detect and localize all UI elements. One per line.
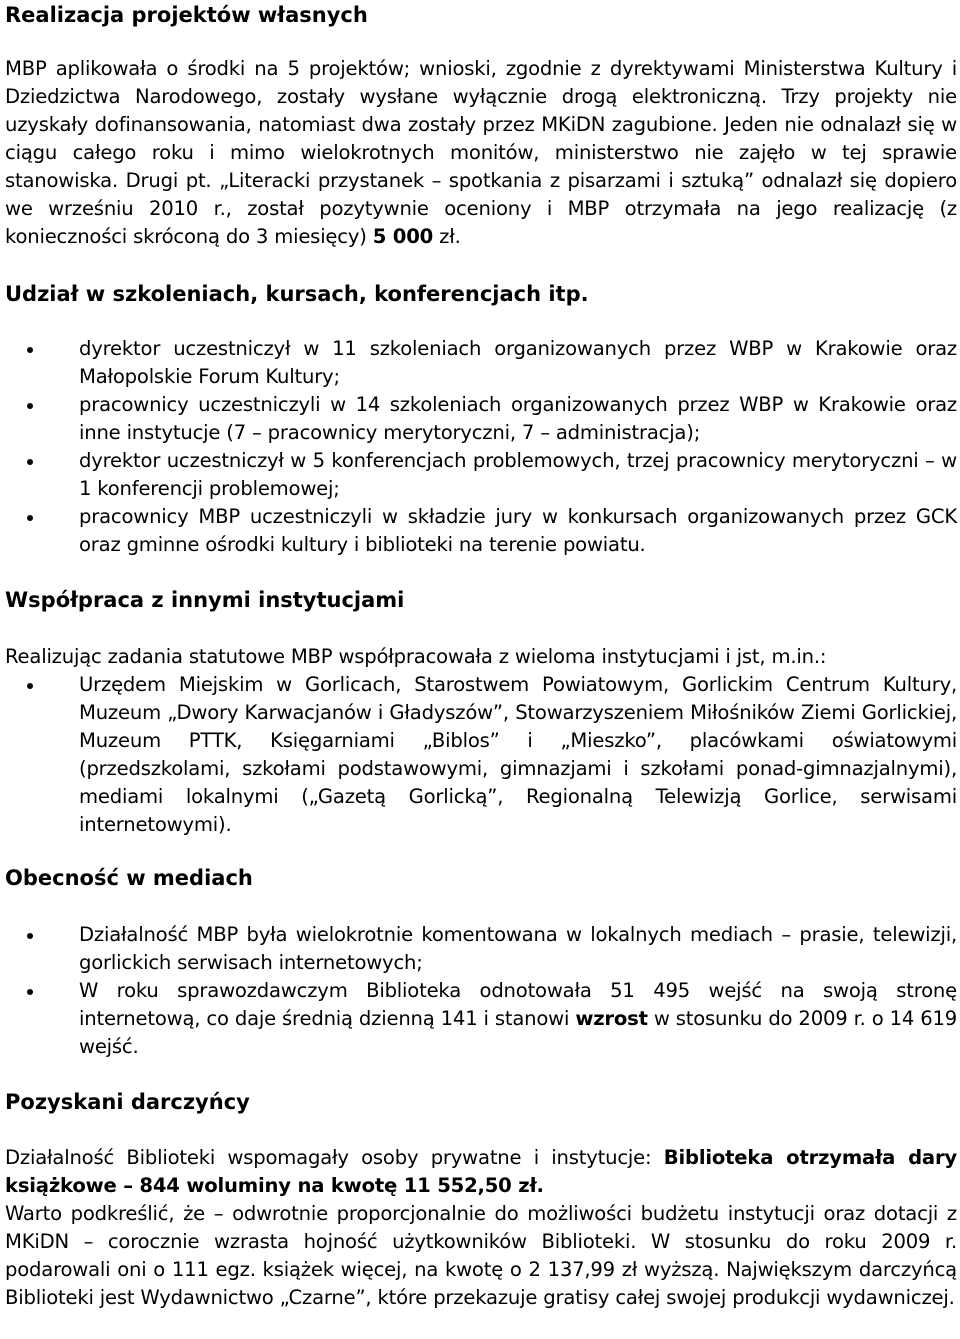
donors-paragraph-1	[5, 1144, 957, 1200]
bullet-icon	[27, 459, 33, 465]
currency-suffix: zł.	[433, 225, 461, 248]
bullet-icon	[27, 989, 33, 995]
heading-cooperation: Współpraca z innymi instytucjami	[5, 588, 405, 612]
list-item-text: Działalność MBP była wielokrotnie komentowana w lokalnych mediach – prasie, telewizji, gorlickich serwisach internetowych;	[79, 923, 957, 974]
bullet-icon	[27, 347, 33, 353]
donors-text: Działalność Biblioteki wspomagały osoby prywatne i instytucje:	[5, 1146, 664, 1169]
bullet-icon	[27, 515, 33, 521]
media-list	[5, 921, 957, 1061]
heading-donors: Pozyskani darczyńcy	[5, 1090, 250, 1114]
donors-paragraph-2: Warto podkreślić, że – odwrotnie proporcjonalnie do możliwości budżetu instytucji oraz dotacji z MKiDN – corocznie wzrasta hojność użytkowników Biblioteki. W stosunku do roku 2009 r. podarowali oni o 111 egz. książek więcej, na kwotę o 2 137,99 zł wyższą. Największym darczyńcą Biblioteki jest Wydawnictwo „Czarne”, które przekazuje gratisy całej swojej produkcji wydawniczej.	[5, 1202, 957, 1309]
list-item	[5, 335, 957, 391]
grant-amount: 5 000	[372, 225, 434, 248]
cooperation-intro: Realizując zadania statutowe MBP współpracowała z wieloma instytucjami i jst, m.in.:	[5, 645, 827, 668]
bullet-icon	[27, 683, 33, 689]
trainings-list	[5, 335, 957, 559]
list-item-text: pracownicy MBP uczestniczyli w składzie jury w konkursach organizowanych przez GCK oraz gminne ośrodki kultury i biblioteki na terenie powiatu.	[79, 505, 957, 556]
own-projects-text: MBP aplikowała o środki na 5 projektów; wnioski, zgodnie z dyrektywami Ministerstwa Kultury i Dziedzictwa Narodowego, zostały wysłane wyłącznie drogą elektroniczną. Trzy projekty nie uzyskały dofinansowania, natomiast dwa zostały przez MKiDN zagubione. Jeden nie odnalazł się w ciągu całego roku i mimo wielokrotnych monitów, ministerstwo nie zajęło w tej sprawie stanowiska. Drugi pt. „Literacki przystanek – spotkania z pisarzami i sztuką” odnalazł się dopiero we wrześniu 2010 r., został pozytywnie oceniony i MBP otrzymała na jego realizację (z konieczności skróconą do 3 miesięcy)	[5, 57, 957, 248]
list-item	[5, 391, 957, 447]
list-item	[5, 503, 957, 559]
list-item-text: dyrektor uczestniczył w 5 konferencjach problemowych, trzej pracownicy merytoryczni – w 1 konferencji problemowej;	[79, 449, 957, 500]
list-item-text: W roku sprawozdawczym Biblioteka odnotowała 51 495 wejść na swoją stronę internetową, co daje średnią dzienną 141 i stanowi	[79, 979, 957, 1030]
own-projects-paragraph	[5, 55, 957, 251]
list-item-text: Urzędem Miejskim w Gorlicach, Starostwem Powiatowym, Gorlickim Centrum Kultury, Muzeum „Dwory Karwacjanów i Gładyszów”, Stowarzyszeniem Miłośników Ziemi Gorlickiej, Muzeum PTTK, Księgarniami „Biblos” i „Mieszko”, placówkami oświatowymi (przedszkolami, szkołami podstawowymi, gimnazjami i szkołami ponad-gimnazjalnymi), mediami lokalnymi („Gazetą Gorlicką”, Regionalną Telewizją Gorlice, serwisami internetowymi).	[79, 673, 957, 836]
list-item	[5, 921, 957, 977]
cooperation-list	[5, 671, 957, 839]
list-item-text-tail: w stosunku do 2009 r. o 14 619 wejść.	[79, 1007, 957, 1058]
growth-emphasis: wzrost	[575, 1007, 648, 1030]
list-item-text: pracownicy uczestniczyli w 14 szkoleniach organizowanych przez WBP w Krakowie oraz inne instytucje (7 – pracownicy merytoryczni, 7 – administracja);	[79, 393, 957, 444]
list-item-text: dyrektor uczestniczył w 11 szkoleniach organizowanych przez WBP w Krakowie oraz Małopolskie Forum Kultury;	[79, 337, 957, 388]
heading-own-projects: Realizacja projektów własnych	[5, 3, 368, 27]
donors-highlight: Biblioteka otrzymała dary książkowe – 844 woluminy na kwotę 11 552,50 zł.	[5, 1146, 957, 1197]
list-item	[5, 447, 957, 503]
list-item	[5, 977, 957, 1061]
heading-media: Obecność w mediach	[5, 866, 253, 890]
bullet-icon	[27, 933, 33, 939]
bullet-icon	[27, 403, 33, 409]
heading-trainings: Udział w szkoleniach, kursach, konferencjach itp.	[5, 282, 589, 306]
list-item	[5, 671, 957, 839]
